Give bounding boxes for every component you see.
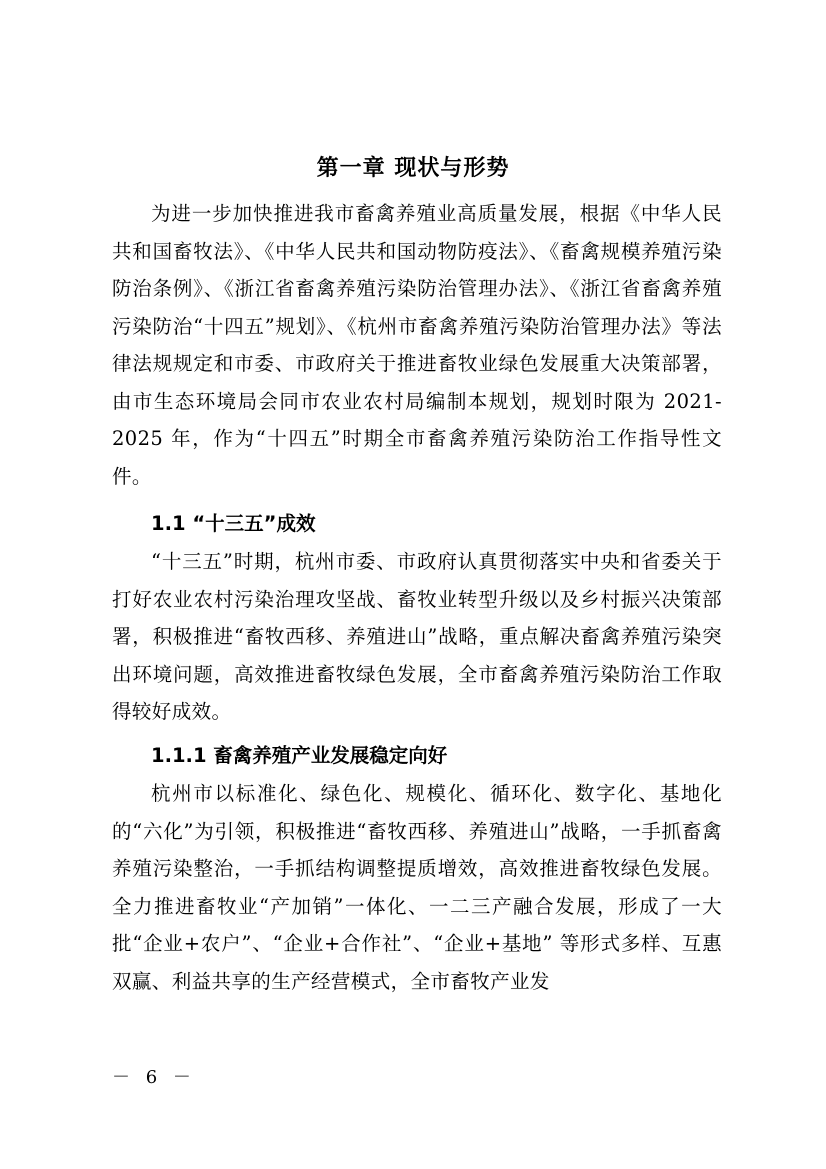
- section-paragraph-1-1: “十三五”时期，杭州市委、市政府认真贯彻落实中央和省委关于打好农业农村污染治理攻坚战、畜牧业转型升级以及乡村振兴决策部署，积极推进“畜牧西移、养殖进山”战略，重点解决畜禽养殖污染突出环境问题，高效推进畜牧绿色发展，全市畜禽养殖污染防治工作取得较好成效。: [112, 550, 722, 723]
- section-heading-1-1-1: 1.1.1 畜禽养殖产业发展稳定向好: [151, 744, 448, 767]
- intro-paragraph: 为进一步加快推进我市畜禽养殖业高质量发展，根据《中华人民共和国畜牧法》、《中华人民共和国动物防疫法》、《畜禽规模养殖污染防治条例》、《浙江省畜禽养殖污染防治管理办法》、《浙江省畜禽养殖污染防治“十四五”规划》、《杭州市畜禽养殖污染防治管理办法》等法律法规规定和市委、市政府关于推进畜牧业绿色发展重大决策部署，由市生态环境局会同市农业农村局编制本规划，规划时限为 2021-2025 年，作为“十四五”时期全市畜禽养殖污染防治工作指导性文件。: [112, 202, 722, 488]
- page-number: － 6 －: [112, 1067, 196, 1088]
- section-paragraph-1-1-1: 杭州市以标准化、绿色化、规模化、循环化、数字化、基地化的“六化”为引领，积极推进“畜牧西移、养殖进山”战略，一手抓畜禽养殖污染整治，一手抓结构调整提质增效，高效推进畜牧绿色发展。全力推进畜牧业“产加销”一体化、一二三产融合发展，形成了一大批“企业+农户”、“企业+合作社”、“企业+基地” 等形式多样、互惠双赢、利益共享的生产经营模式，全市畜牧产业发: [112, 782, 722, 993]
- section-heading-1-1: 1.1 “十三五”成效: [151, 512, 316, 535]
- chapter-title: 第一章 现状与形势: [316, 156, 510, 181]
